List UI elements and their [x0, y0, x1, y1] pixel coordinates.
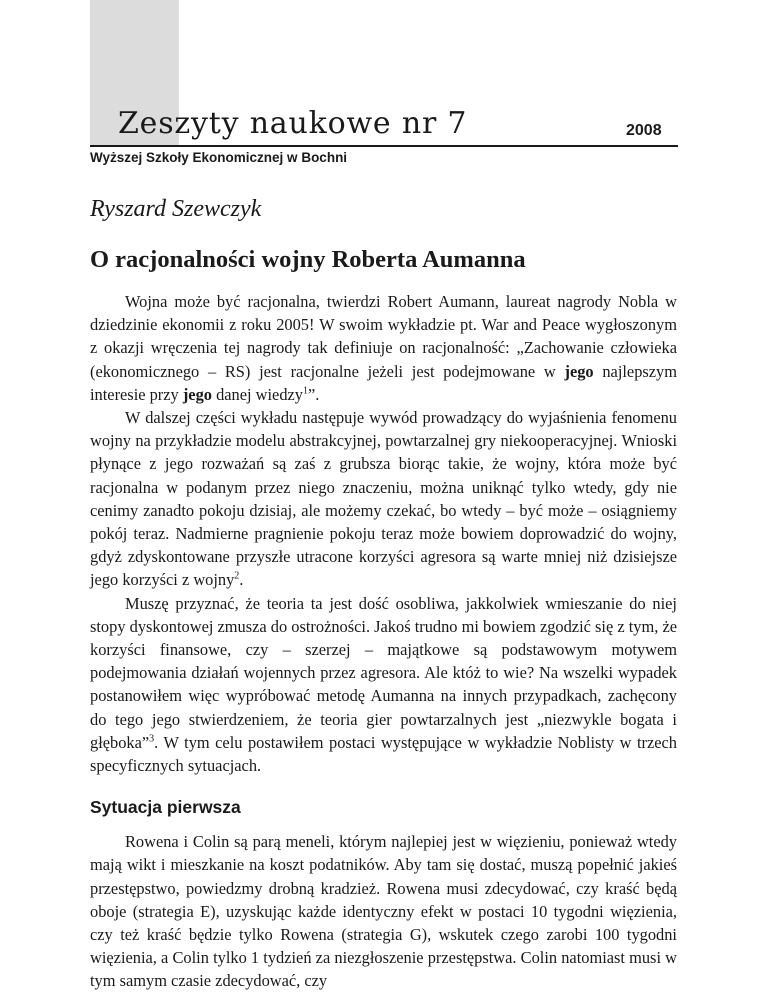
emphasis-jego-1: jego: [564, 361, 594, 381]
footnote-ref-1: 1: [303, 385, 308, 397]
paragraph-1-text-d: danej wiedzy: [211, 384, 303, 404]
footnote-ref-3: 3: [149, 733, 155, 745]
article-body: [90, 290, 677, 993]
section-heading: Sytuacja pierwsza: [90, 797, 241, 818]
publication-year: 2008: [626, 122, 662, 139]
header-rule: [90, 145, 678, 147]
paragraph-1: [90, 290, 677, 406]
paragraph-3: [90, 592, 677, 778]
paragraph-3-end: . W tym celu postawiłem postaci występujące w wykładzie Noblisty w trzech specyficznych sytuacjach.: [90, 732, 677, 776]
paragraph-2-text: W dalszej części wykładu następuje wywód prowadzący do wyjaśnienia fenomenu wojny na przykładzie modelu abstrakcyjnej, powtarzalnej gry niekooperacyjnej. Wnioski płynące z jego rozważań są zaś z grubsza biorąc takie, że wojny, która może być racjonalna w podanym przez niego znaczeniu, można uniknąć tylko wtedy, gdy nie cenimy zanadto pokoju dzisiaj, ale możemy czekać, bo wtedy – być może – osiągniemy pokój teraz. Nadmierne pragnienie pokoju teraz może bowiem doprowadzić do wojny, gdyż zdyskontowane przyszłe utracone korzyści agresora są warte mniej niż dzisiejsze jego korzyści z wojny: [90, 408, 677, 590]
footnote-ref-2: 2: [234, 570, 240, 582]
paragraph-1-text-c: najlepszym interesie przy: [90, 361, 677, 404]
journal-title: Zeszyty naukowe nr 7: [118, 106, 468, 141]
article-title: O racjonalności wojny Roberta Aumanna: [90, 246, 526, 273]
paragraph-2-end: .: [239, 570, 244, 590]
paragraph-1-text-a: Wojna może być racjonalna, twierdzi Robert Aumann, laureat nagrody Nobla w dziedzinie ekonomii z roku 2005! W swoim wykładzie pt. War and Peace wygłoszonym z okazji wręczenia tej nagrody tak definiuje on racjonalność: „Zachowanie człowieka (ekonomicznego – RS) jest racjonalne jeżeli jest podejmowane w: [90, 292, 677, 381]
paragraph-2: [90, 406, 677, 592]
emphasis-jego-2: jego: [182, 384, 212, 404]
author-name: Ryszard Szewczyk: [90, 196, 262, 222]
paragraph-1-text-e: ”.: [308, 384, 320, 404]
paragraph-3-text: Muszę przyznać, że teoria ta jest dość osobliwa, jakkolwiek wmieszanie do niej stopy dyskontowej zmusza do ostrożności. Jakoś trudno mi bowiem zgodzić się z tym, że korzyści finansowe, czy – szerzej – majątkowe są podstawowym motywem podejmowania działań wojennych przez agresora. Ale któż to wie? Na wszelki wypadek postanowiłem więc wypróbować metodę Aumanna na innych przypadkach, zachęcony do tego jego stwierdzeniem, że teoria gier powtarzalnych jest „niezwykle bogata i głęboka”: [90, 593, 677, 752]
paragraph-4: Rowena i Colin są parą meneli, którym najlepiej jest w więzieniu, ponieważ wtedy mają wikt i mieszkanie na koszt podatników. Aby tam się dostać, muszą popełnić jakieś przestępstwo, powiedzmy drobną kradzież. Rowena musi zdecydować, czy kraść będą oboje (strategia E), uzyskując każde identyczny efekt w postaci 10 tygodni więzienia, czy też kraść będzie tylko Rowena (strategia G), wskutek czego zarobi 100 tygodni więzienia, a Colin tylko 1 tydzień za niezgłoszenie przestępstwa. Colin natomiast musi w tym samym czasie zdecydować, czy: [90, 832, 677, 991]
institution-name: Wyższej Szkoły Ekonomicznej w Bochni: [90, 150, 348, 165]
